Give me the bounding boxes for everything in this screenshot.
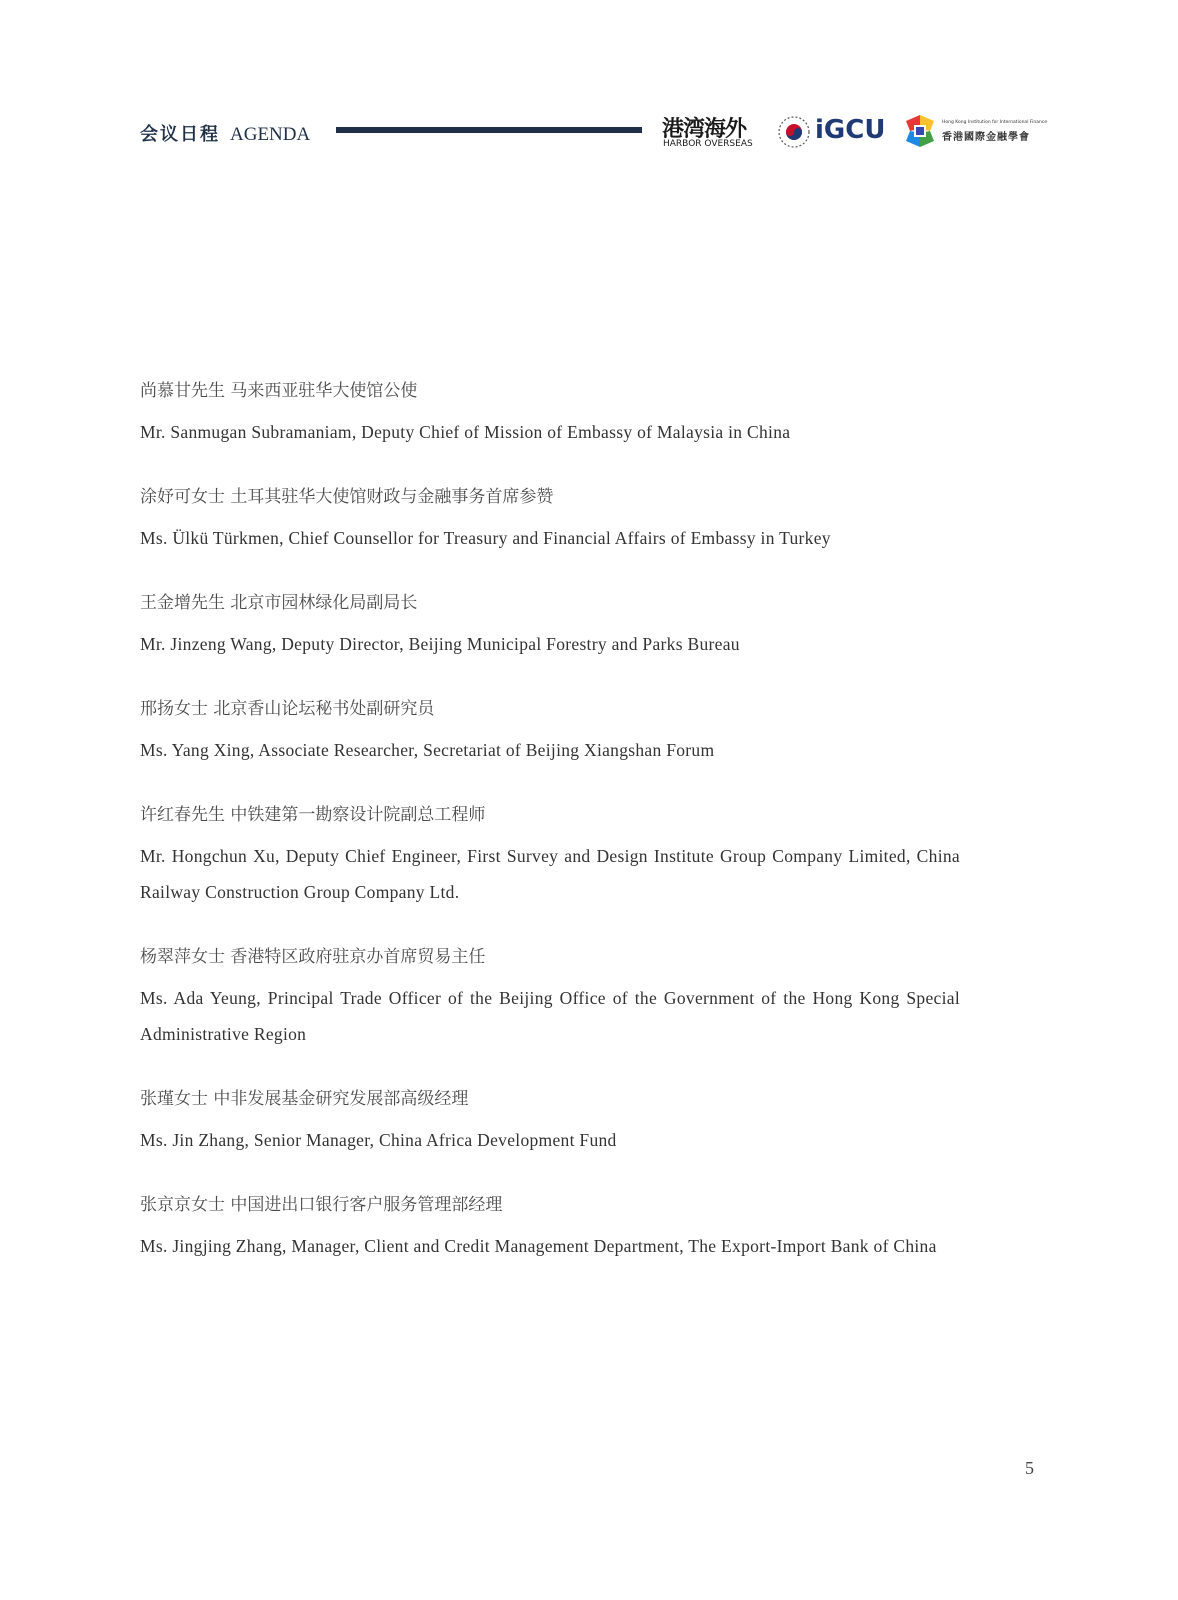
speaker-entry bbox=[140, 484, 960, 556]
speaker-entry bbox=[140, 696, 960, 768]
speaker-name-chinese: 张瑾女士 中非发展基金研究发展部高级经理 bbox=[140, 1089, 469, 1109]
page-number: 5 bbox=[1025, 1458, 1034, 1478]
harbor-overseas-logo bbox=[662, 112, 766, 150]
speaker-name-english: Ms. Ülkü Türkmen, Chief Counsellor for Treasury and Financial Affairs of Embassy in Turkey bbox=[140, 528, 831, 548]
speaker-name-chinese: 张京京女士 中国进出口银行客户服务管理部经理 bbox=[140, 1195, 503, 1215]
speaker-name-chinese: 涂妤可女士 土耳其驻华大使馆财政与金融事务首席参赞 bbox=[140, 487, 554, 507]
header-divider bbox=[336, 127, 642, 133]
speaker-name-english: Ms. Jin Zhang, Senior Manager, China Africa Development Fund bbox=[140, 1130, 617, 1150]
speaker-name-english: Mr. Sanmugan Subramaniam, Deputy Chief of Mission of Embassy of Malaysia in China bbox=[140, 422, 791, 442]
speaker-entry bbox=[140, 944, 960, 1052]
hkiif-logo-chinese: 香港國際金融學會 bbox=[942, 132, 1030, 143]
speaker-list bbox=[140, 378, 960, 1298]
page-title bbox=[140, 120, 310, 146]
speaker-name-english: Ms. Jingjing Zhang, Manager, Client and Credit Management Department, The Export-Import Bank of China bbox=[140, 1236, 937, 1256]
speaker-name-chinese: 尚慕甘先生 马来西亚驻华大使馆公使 bbox=[140, 381, 418, 401]
title-english: AGENDA bbox=[230, 124, 311, 145]
speaker-name-chinese: 邢扬女士 北京香山论坛秘书处副研究员 bbox=[140, 699, 435, 719]
igcu-logo-text: iGCU bbox=[815, 115, 886, 145]
harbor-logo-chinese: 港湾海外 bbox=[662, 117, 747, 142]
speaker-entry bbox=[140, 590, 960, 662]
hkiif-emblem-icon bbox=[902, 113, 938, 149]
hkiif-logo-english: Hong Kong Institution for International Finance bbox=[942, 120, 1048, 125]
speaker-entry bbox=[140, 378, 960, 450]
hkiif-logo bbox=[902, 113, 1048, 149]
title-chinese: 会议日程 bbox=[140, 124, 220, 145]
speaker-name-chinese: 杨翠萍女士 香港特区政府驻京办首席贸易主任 bbox=[140, 947, 486, 967]
speaker-entry bbox=[140, 1192, 960, 1264]
speaker-name-english: Ms. Yang Xing, Associate Researcher, Secretariat of Beijing Xiangshan Forum bbox=[140, 740, 715, 760]
speaker-entry bbox=[140, 1086, 960, 1158]
speaker-name-chinese: 王金增先生 北京市园林绿化局副局长 bbox=[140, 593, 418, 613]
harbor-logo-english: HARBOR OVERSEAS bbox=[663, 139, 753, 149]
igcu-logo bbox=[776, 112, 892, 150]
page-header bbox=[140, 108, 1048, 154]
speaker-name-english: Mr. Jinzeng Wang, Deputy Director, Beijing Municipal Forestry and Parks Bureau bbox=[140, 634, 740, 654]
speaker-name-chinese: 许红春先生 中铁建第一勘察设计院副总工程师 bbox=[140, 805, 486, 825]
speaker-entry bbox=[140, 802, 960, 910]
speaker-name-english: Mr. Hongchun Xu, Deputy Chief Engineer, First Survey and Design Institute Group Company Limited, China Railway Construction Group Company Ltd. bbox=[140, 846, 960, 902]
igcu-emblem-icon bbox=[776, 114, 812, 150]
speaker-name-english: Ms. Ada Yeung, Principal Trade Officer of the Beijing Office of the Government of the Hong Kong Special Administrative Region bbox=[140, 988, 960, 1044]
